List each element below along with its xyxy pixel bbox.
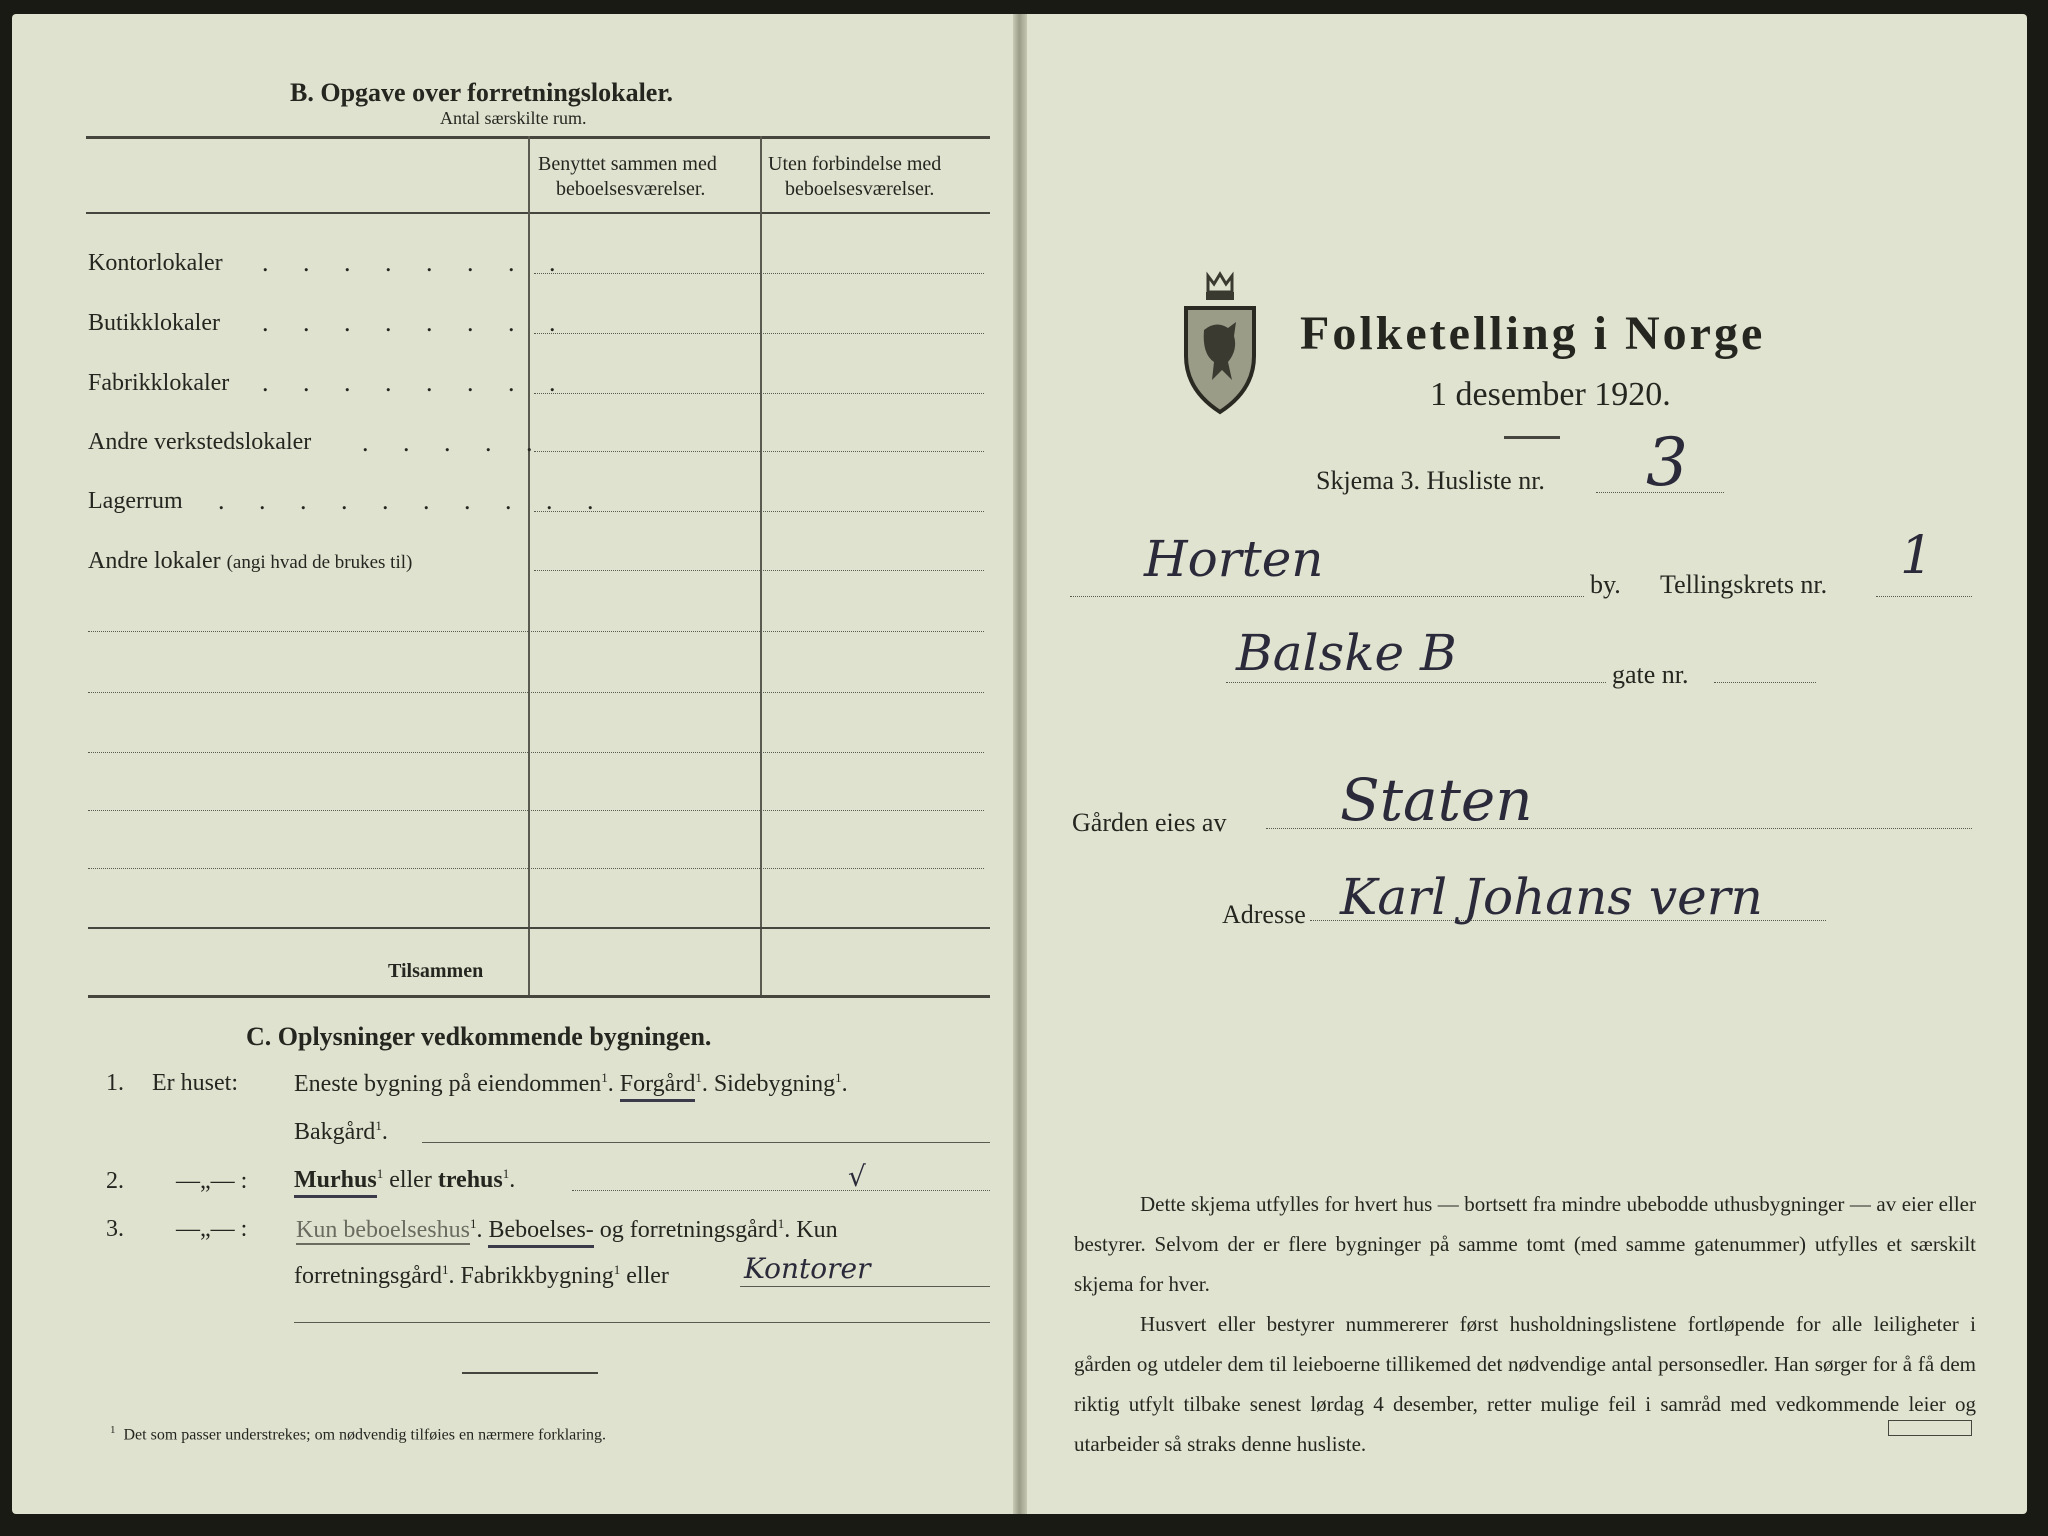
row-dots: . . . . . . . . [262,308,570,337]
q1-fill-line [422,1142,990,1143]
husliste-handwritten-number: 3 [1646,424,1688,501]
q3-handwritten-answer: Kontorer [744,1252,871,1285]
col2-header-line1: Uten forbindelse med [768,153,942,175]
gate-handwritten: Balske B [1236,624,1457,682]
krets-handwritten-number: 1 [1900,526,1934,586]
q2-label: —„— : [176,1168,248,1194]
row-label-andre-verkstedslokaler: Andre verkstedslokaler [88,429,312,455]
krets-label: Tellingskrets nr. [1660,570,1828,599]
q1-options: Eneste bygning på eiendommen$^1$. Forgård$^1$. Sidebygning$^1$. [294,1070,848,1098]
q2-num: 2. [106,1168,124,1194]
skjema-label: Skjema 3. Husliste nr. [1316,466,1545,495]
free-row-rule [88,868,984,869]
total-label: Tilsammen [388,960,484,982]
free-row-rule [88,631,984,632]
q3-extra-line [294,1322,990,1323]
table-top-rule [86,136,990,139]
gate-nr-fill-line [1714,682,1816,683]
instructions-block [1074,1184,1976,1464]
q2-options: Murhus$^1$ eller trehus$^1$. [294,1166,515,1194]
q1-bakgard: Bakgård$^1$. [294,1118,388,1145]
printer-stamp [1888,1420,1972,1436]
q3-label: —„— : [176,1216,248,1242]
forgard-option-underlined: Forgård [620,1071,696,1102]
row-label-andre-lokaler [88,548,412,575]
q3-options-line2: forretningsgård$^1$. Fabrikkbygning$^1$ eller [294,1262,669,1289]
row-label-fabrikklokaler: Fabrikklokaler [88,370,230,396]
andre-lokaler-note: (angi hvad de brukes til) [226,552,413,573]
instructions-paragraph-2: Husvert eller bestyrer nummererer først husholdningslistene fortløpende for alle leiligheter i gården og utdeler dem til leieboerne tillikemed det nødvendige antal personsedler. Han sørger for å få dem riktig utfylt tilbake senest lørdag 4 desember, retter mulige feil i samråd med vedkommende leier og utarbeider så straks denne husliste. [1074,1312,1976,1456]
col1-header-line1: Benyttet sammen med [538,153,717,175]
section-c-title: C. Oplysninger vedkommende bygningen. [246,1022,712,1051]
q3-options-line1: Kun beboelseshus$^1$. Beboelses- og forretningsgård$^1$. Kun [296,1216,838,1244]
form-title: Folketelling i Norge [1300,307,1766,360]
total-top-rule [88,927,990,929]
by-label: by. [1590,570,1621,599]
row-label-kontorlokaler: Kontorlokaler [88,250,223,276]
q1-label: Er huset: [152,1070,238,1096]
q2-handwritten-mark: √ [848,1160,866,1193]
gate-label: gate nr. [1612,660,1689,689]
free-row-rule [88,692,984,693]
cell-rule [534,511,984,512]
row-dots: . . . . . . . . [262,368,570,397]
col2-header-line2: beboelsesværelser. [785,178,935,200]
row-dots: . . . . . [362,428,547,457]
by-handwritten: Horten [1144,530,1324,588]
beboelses-option-underlined: Beboelses- [488,1217,593,1248]
free-row-rule [88,810,984,811]
adresse-handwritten: Karl Johans vern [1340,868,1763,926]
norway-coat-of-arms-icon [1178,270,1262,416]
footnote: $^1$ Det som passer understrekes; om nødvendig tilføies en nærmere forklaring. [110,1424,607,1444]
table-bottom-rule [88,995,990,998]
cell-rule [534,451,984,452]
q1-num: 1. [106,1070,124,1096]
cell-rule [534,393,984,394]
footnote-divider [462,1372,598,1374]
col1-header-line2: beboelsesværelser. [556,178,706,200]
q3-fill-line [740,1286,990,1287]
eies-handwritten: Staten [1340,766,1533,834]
title-rule [1504,436,1560,439]
row-dots: . . . . . . . . . . [218,486,608,515]
row-dots: . . . . . . . . [262,248,570,277]
row-label-lagerrum: Lagerrum [88,488,183,514]
page-fold [1013,14,1027,1514]
instructions-paragraph-1: Dette skjema utfylles for hvert hus — bortsett fra mindre ubebodde uthusbygninger — av eier eller bestyrer. Selvom der er flere bygninger på samme tomt (med samme gatenummer) utfylles et særskilt skjema for hver. [1074,1192,1976,1296]
eies-label: Gården eies av [1072,808,1227,837]
free-row-rule [88,752,984,753]
form-date: 1 desember 1920. [1430,376,1671,413]
krets-fill-line [1876,596,1972,597]
row-label-butikklokaler: Butikklokaler [88,310,220,336]
adresse-label: Adresse [1222,900,1306,929]
section-b-title: B. Opgave over forretningslokaler. [290,78,674,107]
cell-rule [534,273,984,274]
section-b-subtitle: Antal særskilte rum. [440,108,587,128]
by-fill-line [1070,596,1584,597]
header-bottom-rule [86,212,990,214]
cell-rule [534,333,984,334]
cell-rule [534,570,984,571]
murhus-option-underlined: Murhus [294,1167,377,1198]
gate-fill-line [1226,682,1606,683]
q3-num: 3. [106,1216,124,1242]
q2-fill-line [572,1190,990,1191]
andre-lokaler-label: Andre lokaler [88,548,221,574]
